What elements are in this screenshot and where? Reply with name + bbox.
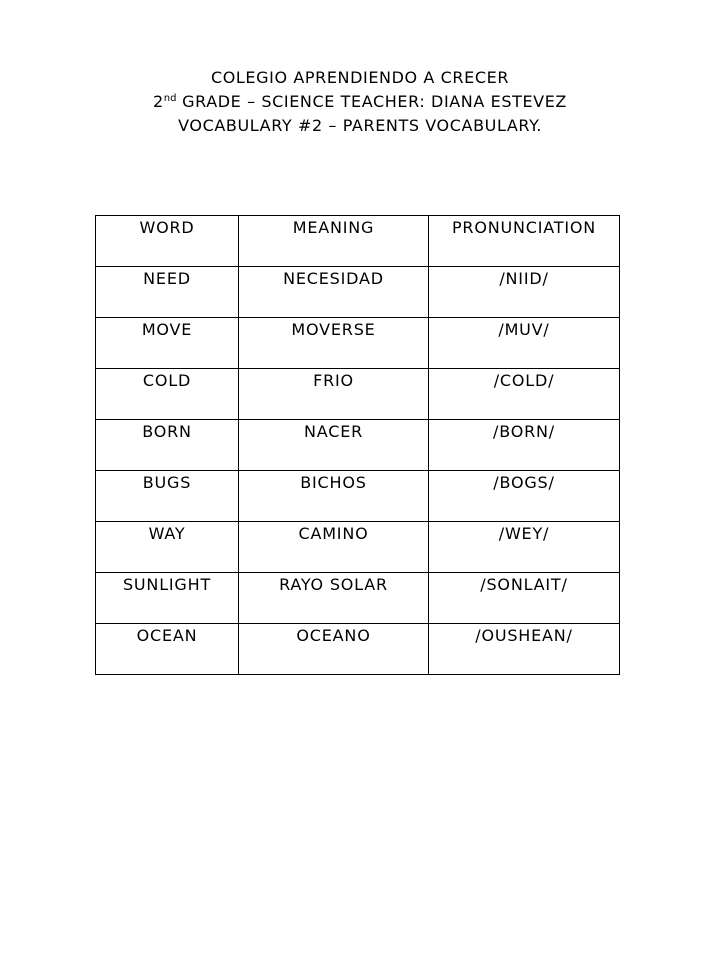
meaning-cell: CAMINO	[239, 522, 429, 573]
school-name: COLEGIO APRENDIENDO A CRECER	[210, 68, 510, 87]
table-header-row	[96, 216, 620, 267]
word-cell: WAY	[96, 522, 239, 573]
header-word: WORD	[96, 216, 239, 267]
grade-teacher-line	[0, 90, 720, 114]
grade-number: 2	[153, 92, 164, 111]
meaning-cell: OCEANO	[239, 624, 429, 675]
word-cell: SUNLIGHT	[96, 573, 239, 624]
pronunciation-cell: /NIID/	[429, 267, 620, 318]
pronunciation-cell: /SONLAIT/	[429, 573, 620, 624]
grade-teacher-text: GRADE – SCIENCE TEACHER: DIANA ESTEVEZ	[176, 92, 567, 111]
table-row	[96, 624, 620, 675]
pronunciation-cell: /WEY/	[429, 522, 620, 573]
meaning-cell: MOVERSE	[239, 318, 429, 369]
meaning-cell: RAYO SOLAR	[239, 573, 429, 624]
table-row	[96, 267, 620, 318]
table-row	[96, 318, 620, 369]
word-cell: COLD	[96, 369, 239, 420]
vocabulary-title: VOCABULARY #2 – PARENTS VOCABULARY.	[178, 116, 542, 135]
meaning-cell: BICHOS	[239, 471, 429, 522]
pronunciation-cell: /COLD/	[429, 369, 620, 420]
pronunciation-cell: /BOGS/	[429, 471, 620, 522]
table-row	[96, 420, 620, 471]
word-cell: MOVE	[96, 318, 239, 369]
word-cell: BORN	[96, 420, 239, 471]
meaning-cell: NECESIDAD	[239, 267, 429, 318]
pronunciation-cell: /BORN/	[429, 420, 620, 471]
table-row	[96, 573, 620, 624]
vocabulary-table	[95, 215, 620, 675]
table-row	[96, 522, 620, 573]
header-meaning: MEANING	[239, 216, 429, 267]
pronunciation-cell: /MUV/	[429, 318, 620, 369]
grade-ordinal-suffix: nd	[163, 93, 177, 104]
pronunciation-cell: /OUSHEAN/	[429, 624, 620, 675]
table-row	[96, 471, 620, 522]
word-cell: OCEAN	[96, 624, 239, 675]
meaning-cell: NACER	[239, 420, 429, 471]
word-cell: NEED	[96, 267, 239, 318]
meaning-cell: FRIO	[239, 369, 429, 420]
word-cell: BUGS	[96, 471, 239, 522]
header-pronunciation: PRONUNCIATION	[429, 216, 620, 267]
table-row	[96, 369, 620, 420]
document-header	[0, 66, 720, 138]
